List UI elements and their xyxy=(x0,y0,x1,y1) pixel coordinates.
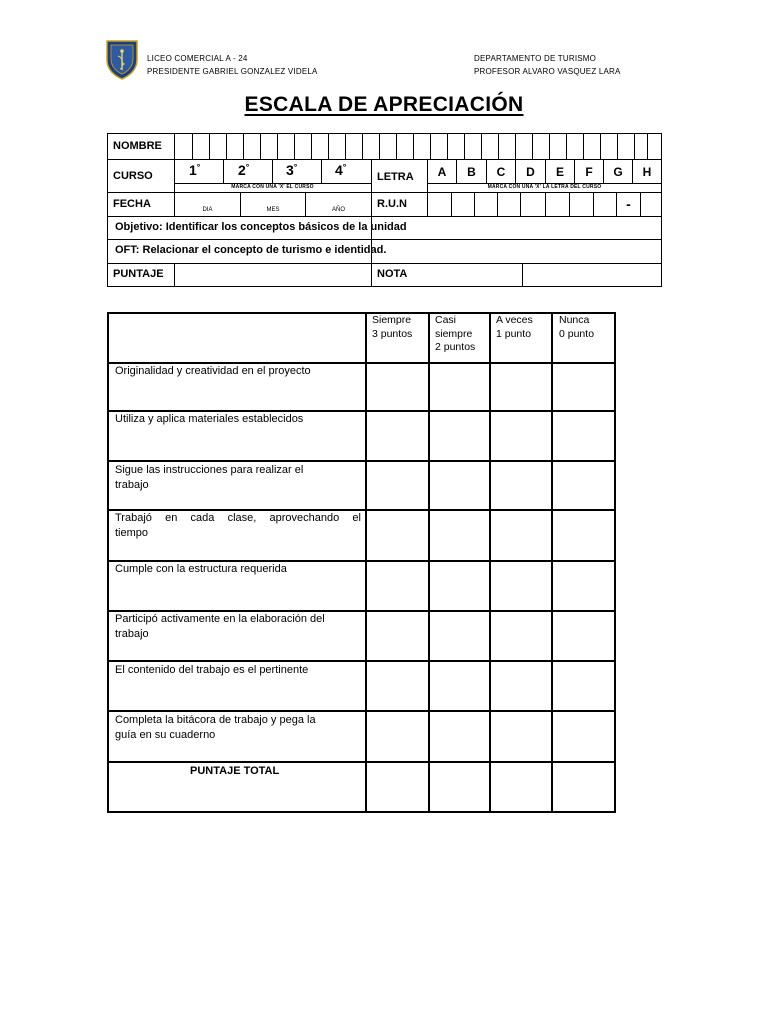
puntaje-label: PUNTAJE xyxy=(113,268,164,280)
school-line-2: PRESIDENTE GABRIEL GONZALEZ VIDELA xyxy=(147,67,318,76)
fecha-ano[interactable]: AÑO xyxy=(331,207,345,213)
letra-option-f[interactable]: F xyxy=(585,165,593,179)
letra-option-h[interactable]: H xyxy=(642,165,652,179)
criterion-row: El contenido del trabajo es el pertinente xyxy=(115,664,309,676)
header-a-veces: A veces 1 punto xyxy=(496,314,533,340)
letra-instruction: MARCA CON UNA 'X' LA LETRA DEL CURSO xyxy=(487,184,602,190)
curso-option-1[interactable]: 1° xyxy=(189,162,201,178)
department-line-1: DEPARTAMENTO DE TURISMO xyxy=(474,54,597,63)
criterion-row: Cumple con la estructura requerida xyxy=(115,563,287,575)
curso-option-3[interactable]: 3° xyxy=(286,162,298,178)
curso-option-2[interactable]: 2° xyxy=(238,162,250,178)
nota-label: NOTA xyxy=(377,268,408,280)
criterion-row: Completa la bitácora de trabajo y pega la guía en su cuaderno xyxy=(115,714,316,741)
oft-text: OFT: Relacionar el concepto de turismo e identidad. xyxy=(115,244,387,256)
school-line-1: LICEO COMERCIAL A - 24 xyxy=(147,54,248,63)
department-line-2: PROFESOR ALVARO VASQUEZ LARA xyxy=(474,67,621,76)
total-label: PUNTAJE TOTAL xyxy=(190,765,280,777)
letra-option-c[interactable]: C xyxy=(496,165,506,179)
objective-text: Objetivo: Identificar los conceptos básicos de la unidad xyxy=(115,221,407,233)
run-dash: - xyxy=(626,196,631,212)
letra-option-d[interactable]: D xyxy=(526,165,535,179)
letra-option-e[interactable]: E xyxy=(555,165,564,179)
curso-option-4[interactable]: 4° xyxy=(335,162,347,178)
nombre-label: NOMBRE xyxy=(113,140,162,152)
letra-option-b[interactable]: B xyxy=(467,165,476,179)
fecha-label: FECHA xyxy=(113,198,151,210)
header-siempre: Siempre 3 puntos xyxy=(372,314,413,340)
page-title: ESCALA DE APRECIACIÓN xyxy=(244,93,524,116)
run-label: R.U.N xyxy=(377,198,407,210)
letra-option-a[interactable]: A xyxy=(437,165,447,179)
rating-cells-area[interactable] xyxy=(367,364,614,811)
fecha-dia[interactable]: DIA xyxy=(202,207,213,213)
criterion-row: Participó activamente en la elaboración del trabajo xyxy=(115,613,325,640)
letra-label: LETRA xyxy=(377,171,414,183)
criterion-row: Utiliza y aplica materiales establecidos xyxy=(115,413,304,425)
header-nunca: Nunca 0 punto xyxy=(559,314,595,340)
criterion-row: Sigue las instrucciones para realizar el trabajo xyxy=(115,464,304,491)
curso-instruction: MARCA CON UNA 'X' EL CURSO xyxy=(231,184,314,190)
letra-option-g[interactable]: G xyxy=(613,165,623,179)
criterion-row: Trabajó en cada clase, aprovechando el tiempo xyxy=(115,512,361,539)
curso-label: CURSO xyxy=(113,170,153,182)
criterion-row: Originalidad y creatividad en el proyecto xyxy=(115,365,311,377)
fecha-mes[interactable]: MES xyxy=(266,207,280,213)
header-casi-siempre: Casi siempre 2 puntos xyxy=(435,314,476,353)
